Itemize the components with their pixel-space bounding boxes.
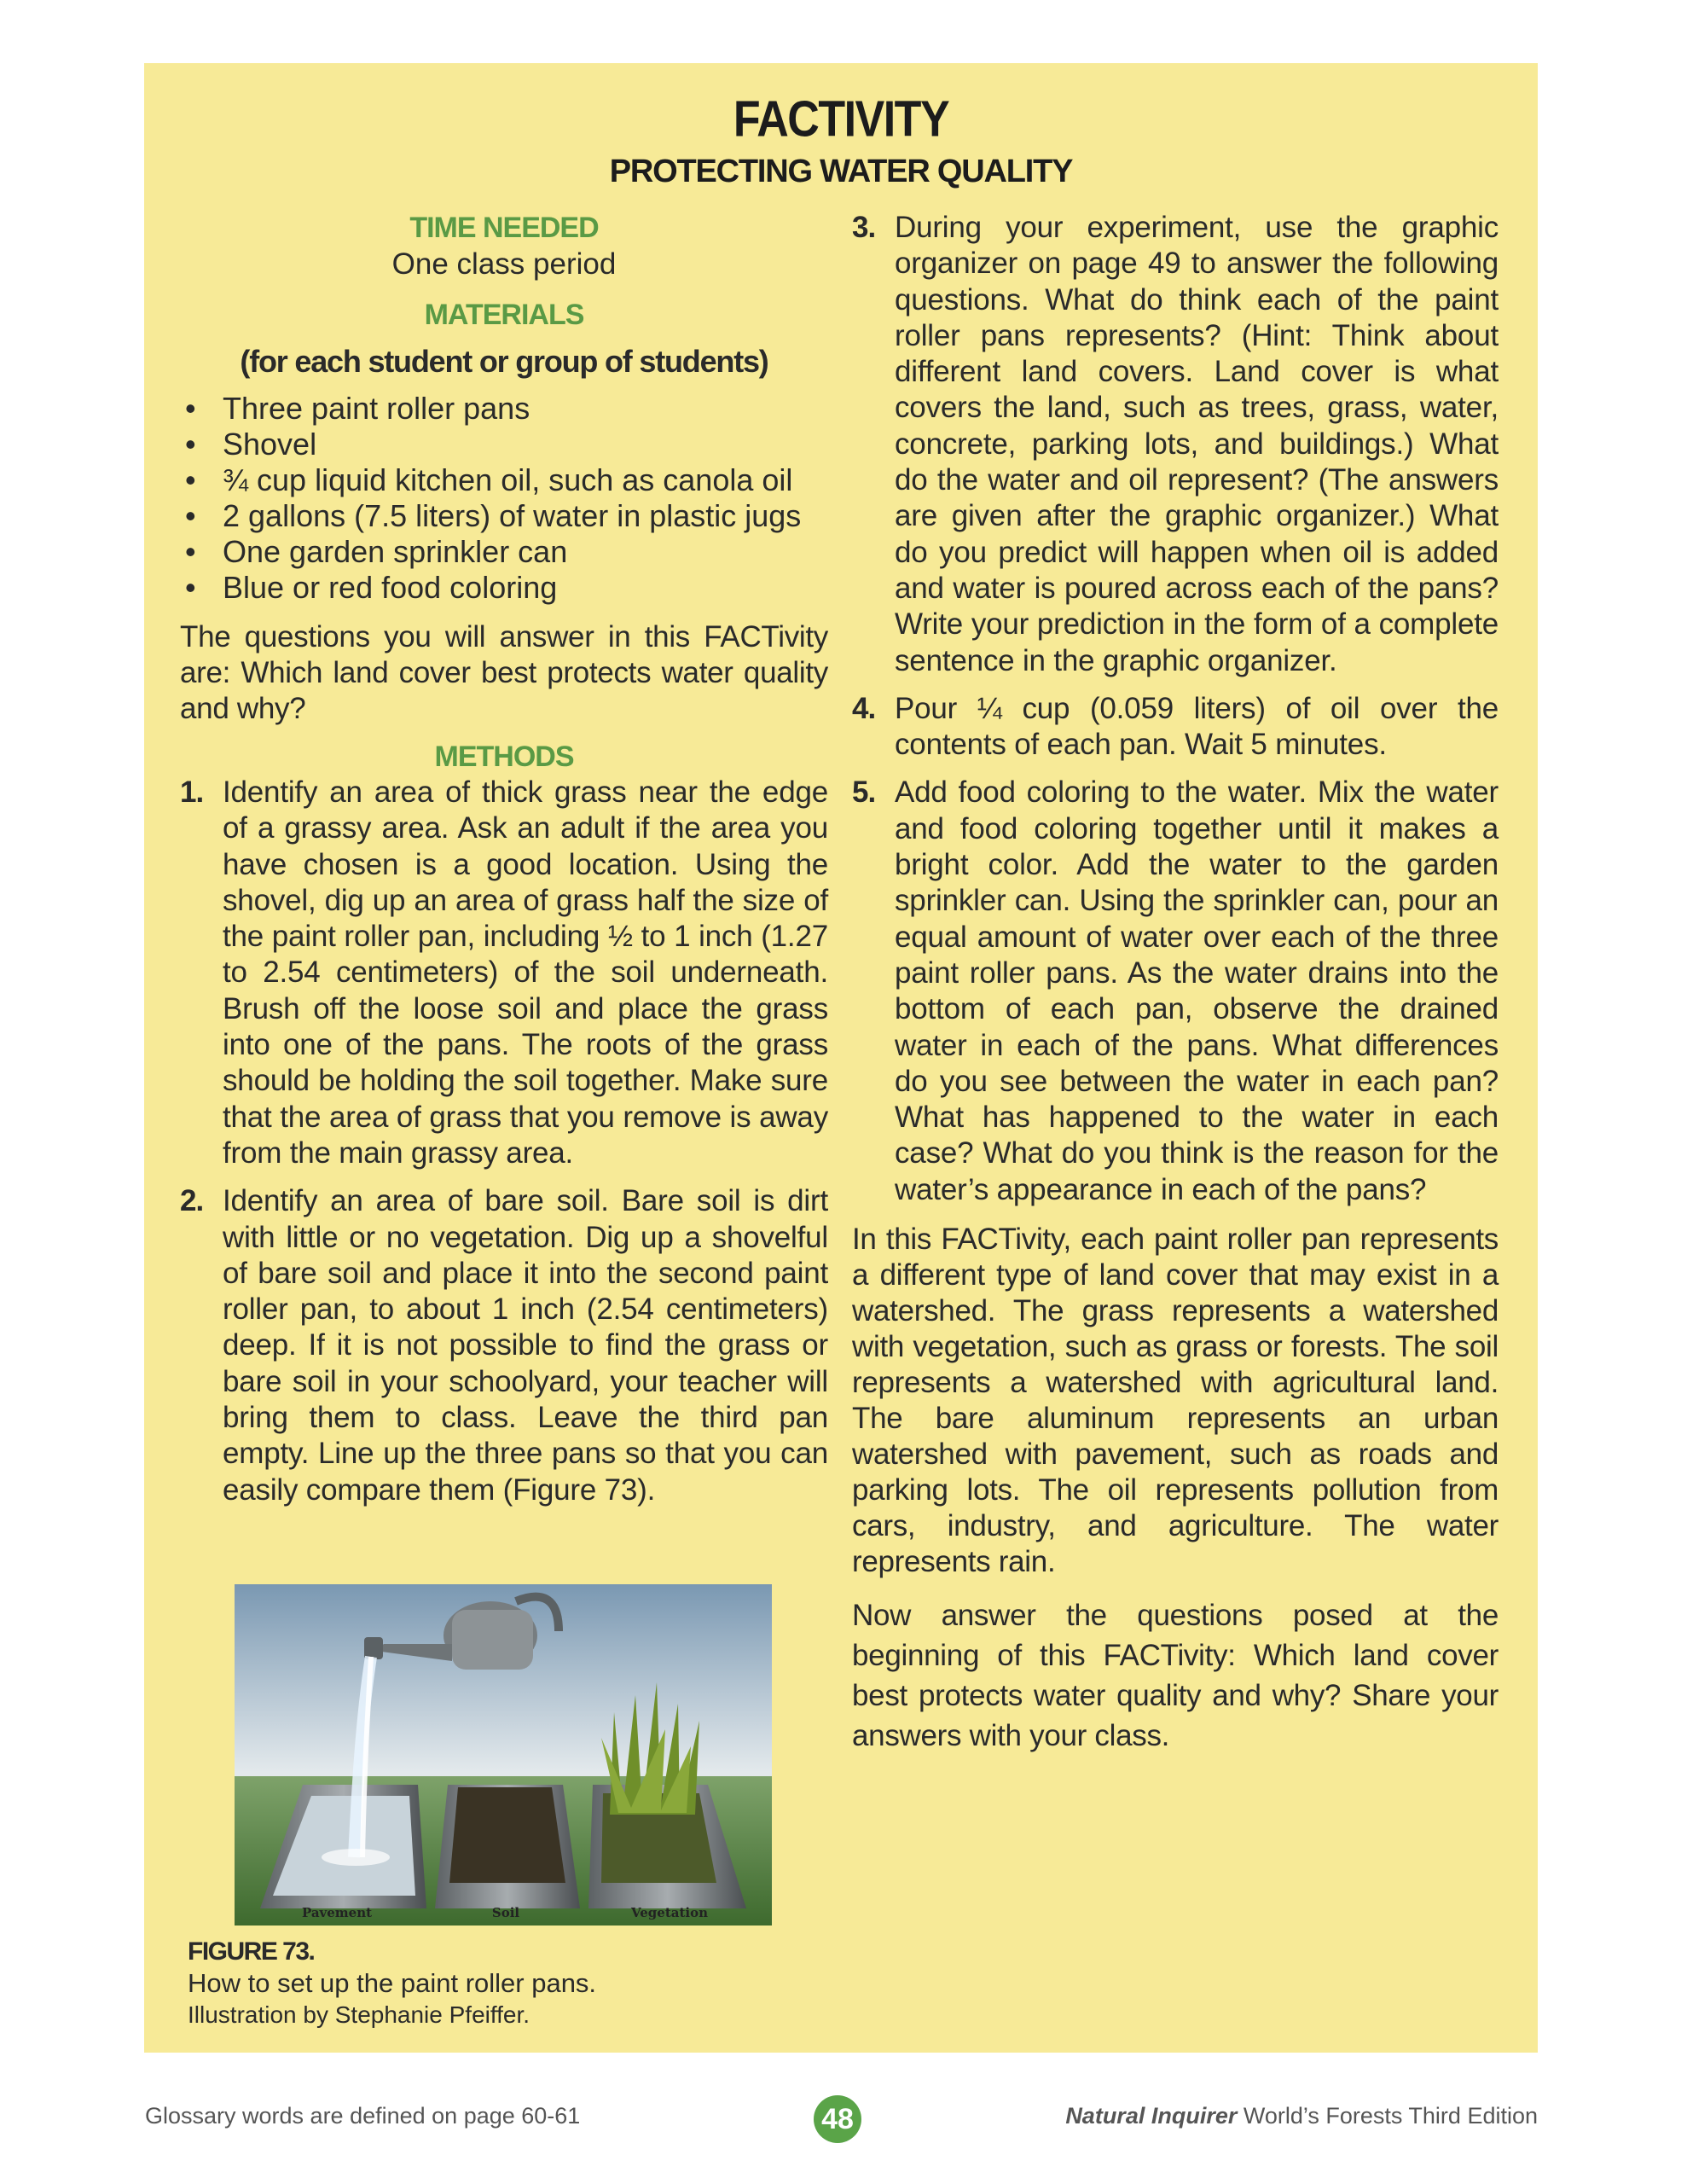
list-item: • One garden sprinkler can <box>185 534 568 569</box>
list-item: • 2 gallons (7.5 liters) of water in plastic jugs <box>185 498 802 533</box>
svg-text:Soil: Soil <box>491 1905 520 1920</box>
materials-heading: MATERIALS <box>424 299 584 331</box>
factivity-panel <box>144 63 1538 2053</box>
method-step: 3. During your experiment, use the graphic organizer on page 49 to answer the following questions. What do think each of the paint roller pans represents? (Hint: Think about different land covers. Land cover is what covers the land, such as trees, grass, water, concrete, parking lots, and buildings.) What do the water and oil represent? (The answers are given after the graphic organizer.) What do you predict will happen when oil is added and water is poured across each of the pans? Write your prediction in the form of a complete sentence in the graphic organizer. <box>852 211 1499 677</box>
svg-text:Pavement: Pavement <box>301 1905 373 1920</box>
closing-paragraph: Now answer the questions posed at the beginning of this FACTivity: Which land cover best protects water quality and why? Share your answers with your class. <box>852 1599 1499 1753</box>
time-needed-heading: TIME NEEDED <box>409 212 599 244</box>
method-step: 5. Add food coloring to the water. Mix the water and food coloring together until it makes a bright color. Add the water to the garden sprinkler can. Using the sprinkler can, pour an equal amount of water over each of the three paint roller pans. As the water drains into the bottom of each pan, observe the drained water in each of the pans. What differences do you see between the water in each pan? What has happened to the water in each case? What do you think is the reason for the water’s appearance in each of the pans? <box>852 775 1499 1206</box>
pan-soil <box>435 1785 580 1920</box>
figure-caption-text: How to set up the paint roller pans. <box>188 1968 597 1998</box>
list-item: • Three paint roller pans <box>185 391 530 426</box>
list-item: • Blue or red food coloring <box>185 570 558 605</box>
figure-illustration <box>235 1584 772 1926</box>
figure-caption <box>188 1937 802 2030</box>
methods-heading: METHODS <box>434 741 574 773</box>
materials-subhead: (for each student or group of students) <box>240 344 768 379</box>
list-item: • Shovel <box>185 427 317 462</box>
time-needed-value: One class period <box>391 247 617 281</box>
method-step: 4. Pour ¼ cup (0.059 liters) of oil over the contents of each pan. Wait 5 minutes. <box>852 691 1499 762</box>
footer-glossary-note: Glossary words are defined on page 60-61 <box>145 2103 581 2129</box>
method-step: 1. Identify an area of thick grass near the edge of a grassy area. Ask an adult if the area you have chosen is a good location. Using the shovel, dig up an area of grass half the size of the paint roller pan, including ½ to 1 inch (1.27 to 2.54 centimeters) of the soil underneath. Brush off the loose soil and place the grass into one of the pans. The roots of the grass should be holding the soil together. Make sure that the area of grass that you remove is away from the main grassy area. <box>180 775 828 1170</box>
figure-credit: Illustration by Stephanie Pfeiffer. <box>188 2001 530 2028</box>
explanation-paragraph: In this FACTivity, each paint roller pan represents a different type of land cover that may exist in a watershed. The grass represents a watershed with vegetation, such as grass or forests. The soil represents a watershed with agricultural land. The bare aluminum represents an urban watershed with pavement, such as roads and parking lots. The oil represents pollution from cars, industry, and agriculture. The water represents rain. <box>852 1223 1499 1579</box>
method-step: 2. Identify an area of bare soil. Bare soil is dirt with little or no vegetation. Dig up a shovelful of bare soil and place it into the second paint roller pan, to about 1 inch (2.54 centimeters) deep. If it is not possible to find the grass or bare soil in your schoolyard, your teacher will bring them to class. Leave the third pan empty. Line up the three pans so that you can easily compare them (Figure 73). <box>180 1184 828 1507</box>
figure-caption-title: FIGURE 73. <box>188 1937 315 1966</box>
questions-paragraph: The questions you will answer in this FACTivity are: Which land cover best protects water quality and why? <box>180 620 828 725</box>
page-number: 48 <box>814 2095 861 2143</box>
left-column <box>180 210 828 1508</box>
footer-publication: Natural Inquirer World’s Forests Third Edition <box>1065 2103 1538 2129</box>
right-column <box>852 210 1499 1756</box>
svg-text:Vegetation: Vegetation <box>630 1905 709 1920</box>
materials-list <box>180 391 828 606</box>
page-subtitle: PROTECTING WATER QUALITY <box>609 154 1073 189</box>
list-item: • ¾ cup liquid kitchen oil, such as canola oil <box>185 462 793 497</box>
page-title: FACTIVITY <box>733 90 949 148</box>
